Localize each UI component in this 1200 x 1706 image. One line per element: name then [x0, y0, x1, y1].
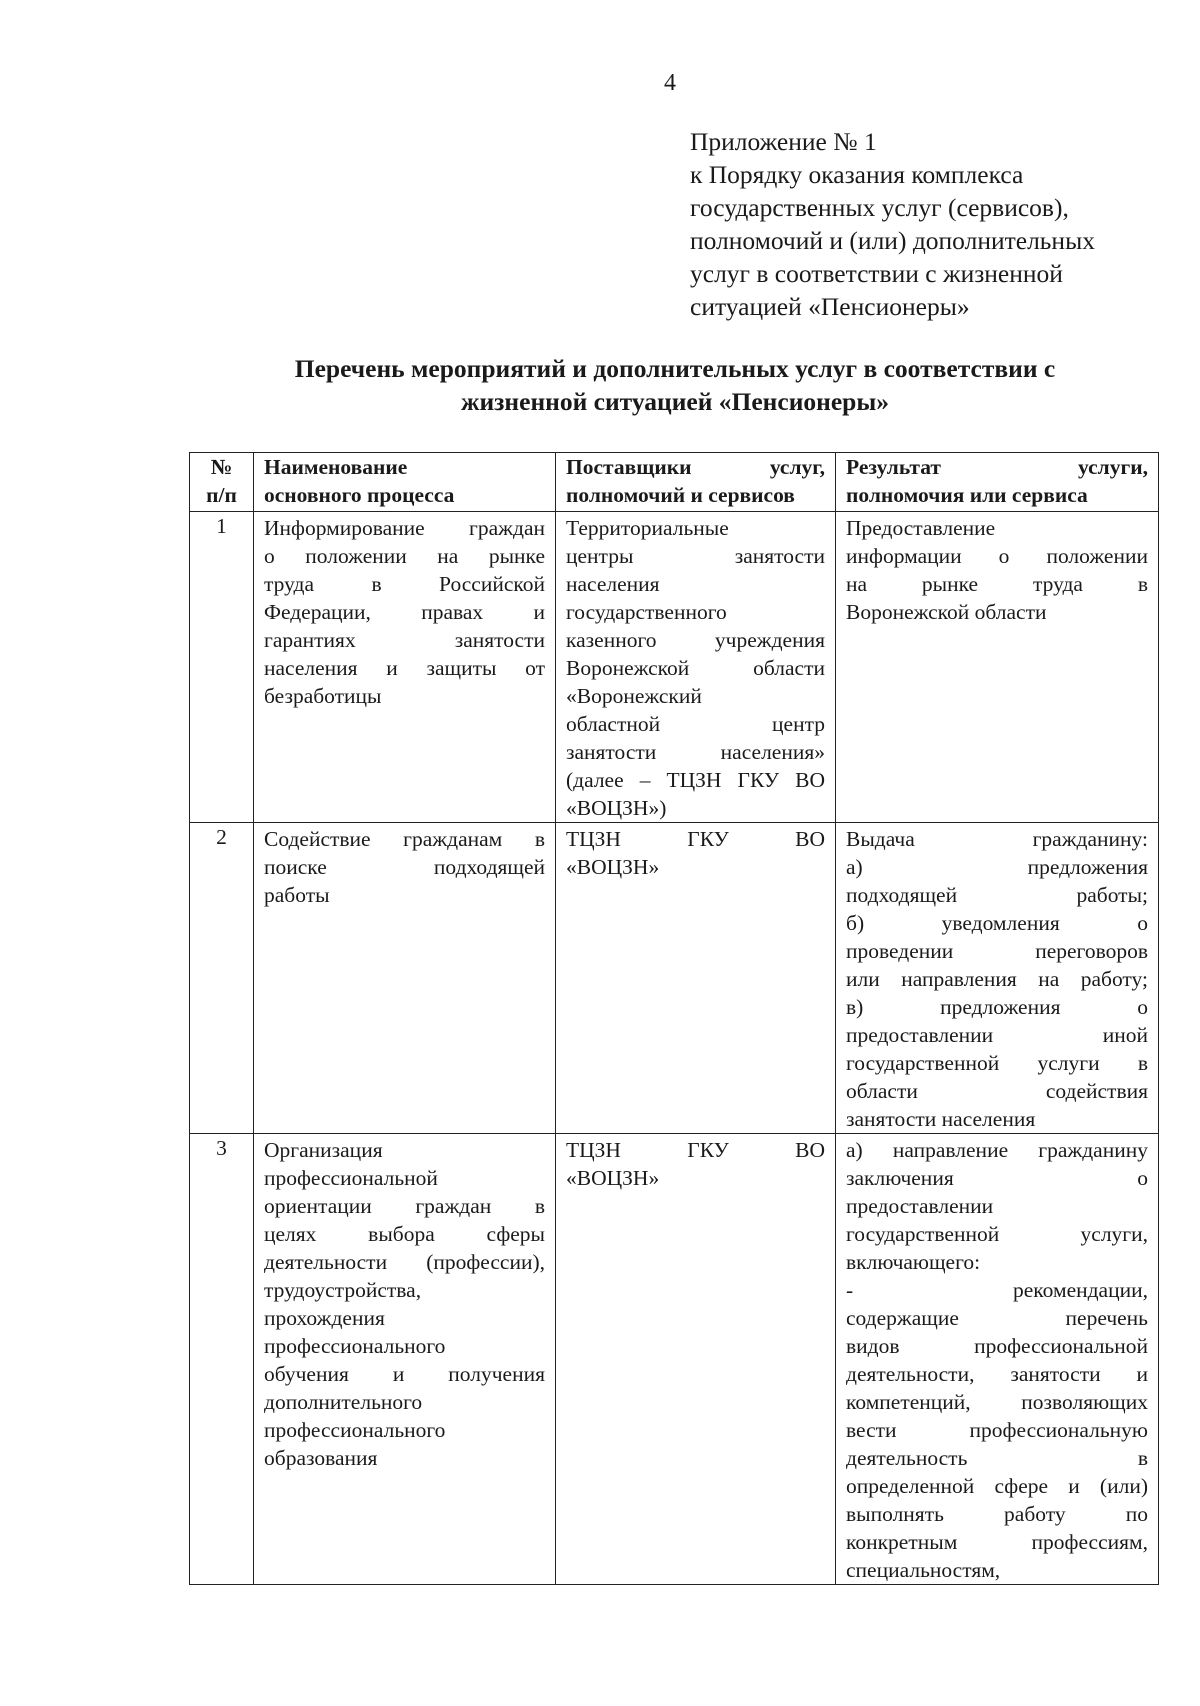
cell-line: профессионального: [264, 1418, 446, 1442]
cell-line: «ВОЦЗН»: [566, 855, 660, 879]
cell-line: ТЦЗН ГКУ ВО: [566, 1138, 825, 1162]
cell-line: компетенций, позволяющих: [846, 1390, 1148, 1414]
cell-line: деятельность в: [846, 1446, 1148, 1470]
cell-provider: [556, 1134, 836, 1585]
cell-name: [254, 823, 556, 1134]
cell-line: государственной услуги,: [846, 1222, 1148, 1246]
appendix-line: Приложение № 1: [690, 127, 877, 156]
cell-line: выполнять работу по: [846, 1502, 1148, 1526]
cell-line: области содействия: [846, 1079, 1148, 1103]
cell-line: профессиональной: [264, 1166, 438, 1190]
cell-line: деятельности (профессии),: [264, 1250, 545, 1274]
cell-line: предоставлении иной: [846, 1023, 1148, 1047]
cell-line: о положении на рынке: [264, 544, 545, 568]
cell-line: в) предложения о: [846, 995, 1148, 1019]
table-row: [190, 823, 1159, 1134]
cell-line: областной центр: [566, 712, 825, 736]
cell-line: включающего:: [846, 1250, 981, 1274]
cell-line: занятости населения: [846, 1107, 1036, 1131]
cell-line: б) уведомления о: [846, 911, 1148, 935]
document-title-line: жизненной ситуацией «Пенсионеры»: [461, 387, 889, 416]
cell-line: определенной сфере и (или): [846, 1474, 1148, 1498]
header-number: [190, 453, 254, 512]
cell-line: предоставлении: [846, 1194, 994, 1218]
header-process-name: [254, 453, 556, 512]
cell-line: населения: [566, 572, 660, 596]
cell-line: профессионального: [264, 1334, 446, 1358]
cell-line: Информирование граждан: [264, 516, 545, 540]
row-number: 3: [190, 1134, 254, 1585]
cell-result: [836, 823, 1159, 1134]
cell-line: Воронежской области: [846, 600, 1047, 624]
table-header-row: [190, 453, 1159, 512]
header-line: Поставщики услуг,: [566, 455, 825, 479]
cell-line: обучения и получения: [264, 1362, 545, 1386]
cell-line: целях выбора сферы: [264, 1222, 545, 1246]
cell-line: Выдача гражданину:: [846, 827, 1148, 851]
header-line: полномочия или сервиса: [846, 483, 1088, 507]
document-title: [150, 352, 1200, 418]
table-row: [190, 512, 1159, 823]
cell-line: - рекомендации,: [846, 1278, 1148, 1302]
cell-line: Предоставление: [846, 516, 996, 540]
appendix-reference: [690, 125, 1160, 323]
header-line: основного процесса: [264, 483, 455, 507]
cell-line: или направления на работу;: [846, 967, 1148, 991]
cell-line: (далее – ТЦЗН ГКУ ВО: [566, 768, 825, 792]
header-line: п/п: [206, 483, 237, 507]
cell-line: Федерации, правах и: [264, 600, 545, 624]
appendix-line: государственных услуг (сервисов),: [690, 193, 1069, 222]
cell-provider: [556, 823, 836, 1134]
cell-line: гарантиях занятости: [264, 628, 545, 652]
cell-line: поиске подходящей: [264, 855, 545, 879]
cell-line: информации о положении: [846, 544, 1148, 568]
cell-line: ТЦЗН ГКУ ВО: [566, 827, 825, 851]
row-number: 1: [190, 512, 254, 823]
table-body: [190, 512, 1159, 1585]
appendix-line: полномочий и (или) дополнительных: [690, 226, 1095, 255]
header-line: Наименование: [264, 455, 408, 479]
cell-line: трудоустройства,: [264, 1278, 422, 1302]
cell-line: видов профессиональной: [846, 1334, 1148, 1358]
cell-line: Организация: [264, 1138, 383, 1162]
header-line: Результат услуги,: [846, 455, 1148, 479]
appendix-line: к Порядку оказания комплекса: [690, 160, 1024, 189]
row-number: 2: [190, 823, 254, 1134]
cell-line: безработицы: [264, 684, 382, 708]
cell-line: труда в Российской: [264, 572, 545, 596]
cell-provider: [556, 512, 836, 823]
cell-line: работы: [264, 883, 330, 907]
header-line: полномочий и сервисов: [566, 483, 795, 507]
appendix-line: услуг в соответствии с жизненной: [690, 259, 1063, 288]
cell-name: [254, 1134, 556, 1585]
cell-line: прохождения: [264, 1306, 385, 1330]
cell-line: государственного: [566, 600, 727, 624]
header-line: №: [210, 455, 233, 479]
page-number: 4: [664, 70, 676, 96]
header-result: [836, 453, 1159, 512]
cell-line: а) направление гражданину: [846, 1138, 1148, 1162]
cell-line: Территориальные: [566, 516, 729, 540]
cell-line: государственной услуги в: [846, 1051, 1148, 1075]
cell-line: «Воронежский: [566, 684, 702, 708]
appendix-line: ситуацией «Пенсионеры»: [690, 292, 970, 321]
document-title-line: Перечень мероприятий и дополнительных услуг в соответствии с: [294, 354, 1056, 383]
cell-line: проведении переговоров: [846, 939, 1148, 963]
cell-line: населения и защиты от: [264, 656, 545, 680]
cell-line: вести профессиональную: [846, 1418, 1148, 1442]
cell-line: содержащие перечень: [846, 1306, 1148, 1330]
table-row: [190, 1134, 1159, 1585]
cell-line: «ВОЦЗН»): [566, 796, 667, 820]
cell-line: «ВОЦЗН»: [566, 1166, 660, 1190]
cell-line: образования: [264, 1446, 378, 1470]
cell-line: специальностям,: [846, 1558, 1001, 1582]
services-table: [189, 452, 1159, 1585]
cell-name: [254, 512, 556, 823]
cell-line: подходящей работы;: [846, 883, 1148, 907]
cell-line: заключения о: [846, 1166, 1148, 1190]
cell-line: деятельности, занятости и: [846, 1362, 1148, 1386]
cell-line: центры занятости: [566, 544, 825, 568]
cell-line: занятости населения»: [566, 740, 825, 764]
cell-line: Воронежской области: [566, 656, 825, 680]
cell-line: на рынке труда в: [846, 572, 1148, 596]
cell-line: казенного учреждения: [566, 628, 825, 652]
cell-line: конкретным профессиям,: [846, 1530, 1148, 1554]
cell-line: Содействие гражданам в: [264, 827, 545, 851]
cell-line: ориентации граждан в: [264, 1194, 545, 1218]
cell-result: [836, 1134, 1159, 1585]
cell-result: [836, 512, 1159, 823]
cell-line: дополнительного: [264, 1390, 423, 1414]
cell-line: а) предложения: [846, 855, 1148, 879]
header-providers: [556, 453, 836, 512]
